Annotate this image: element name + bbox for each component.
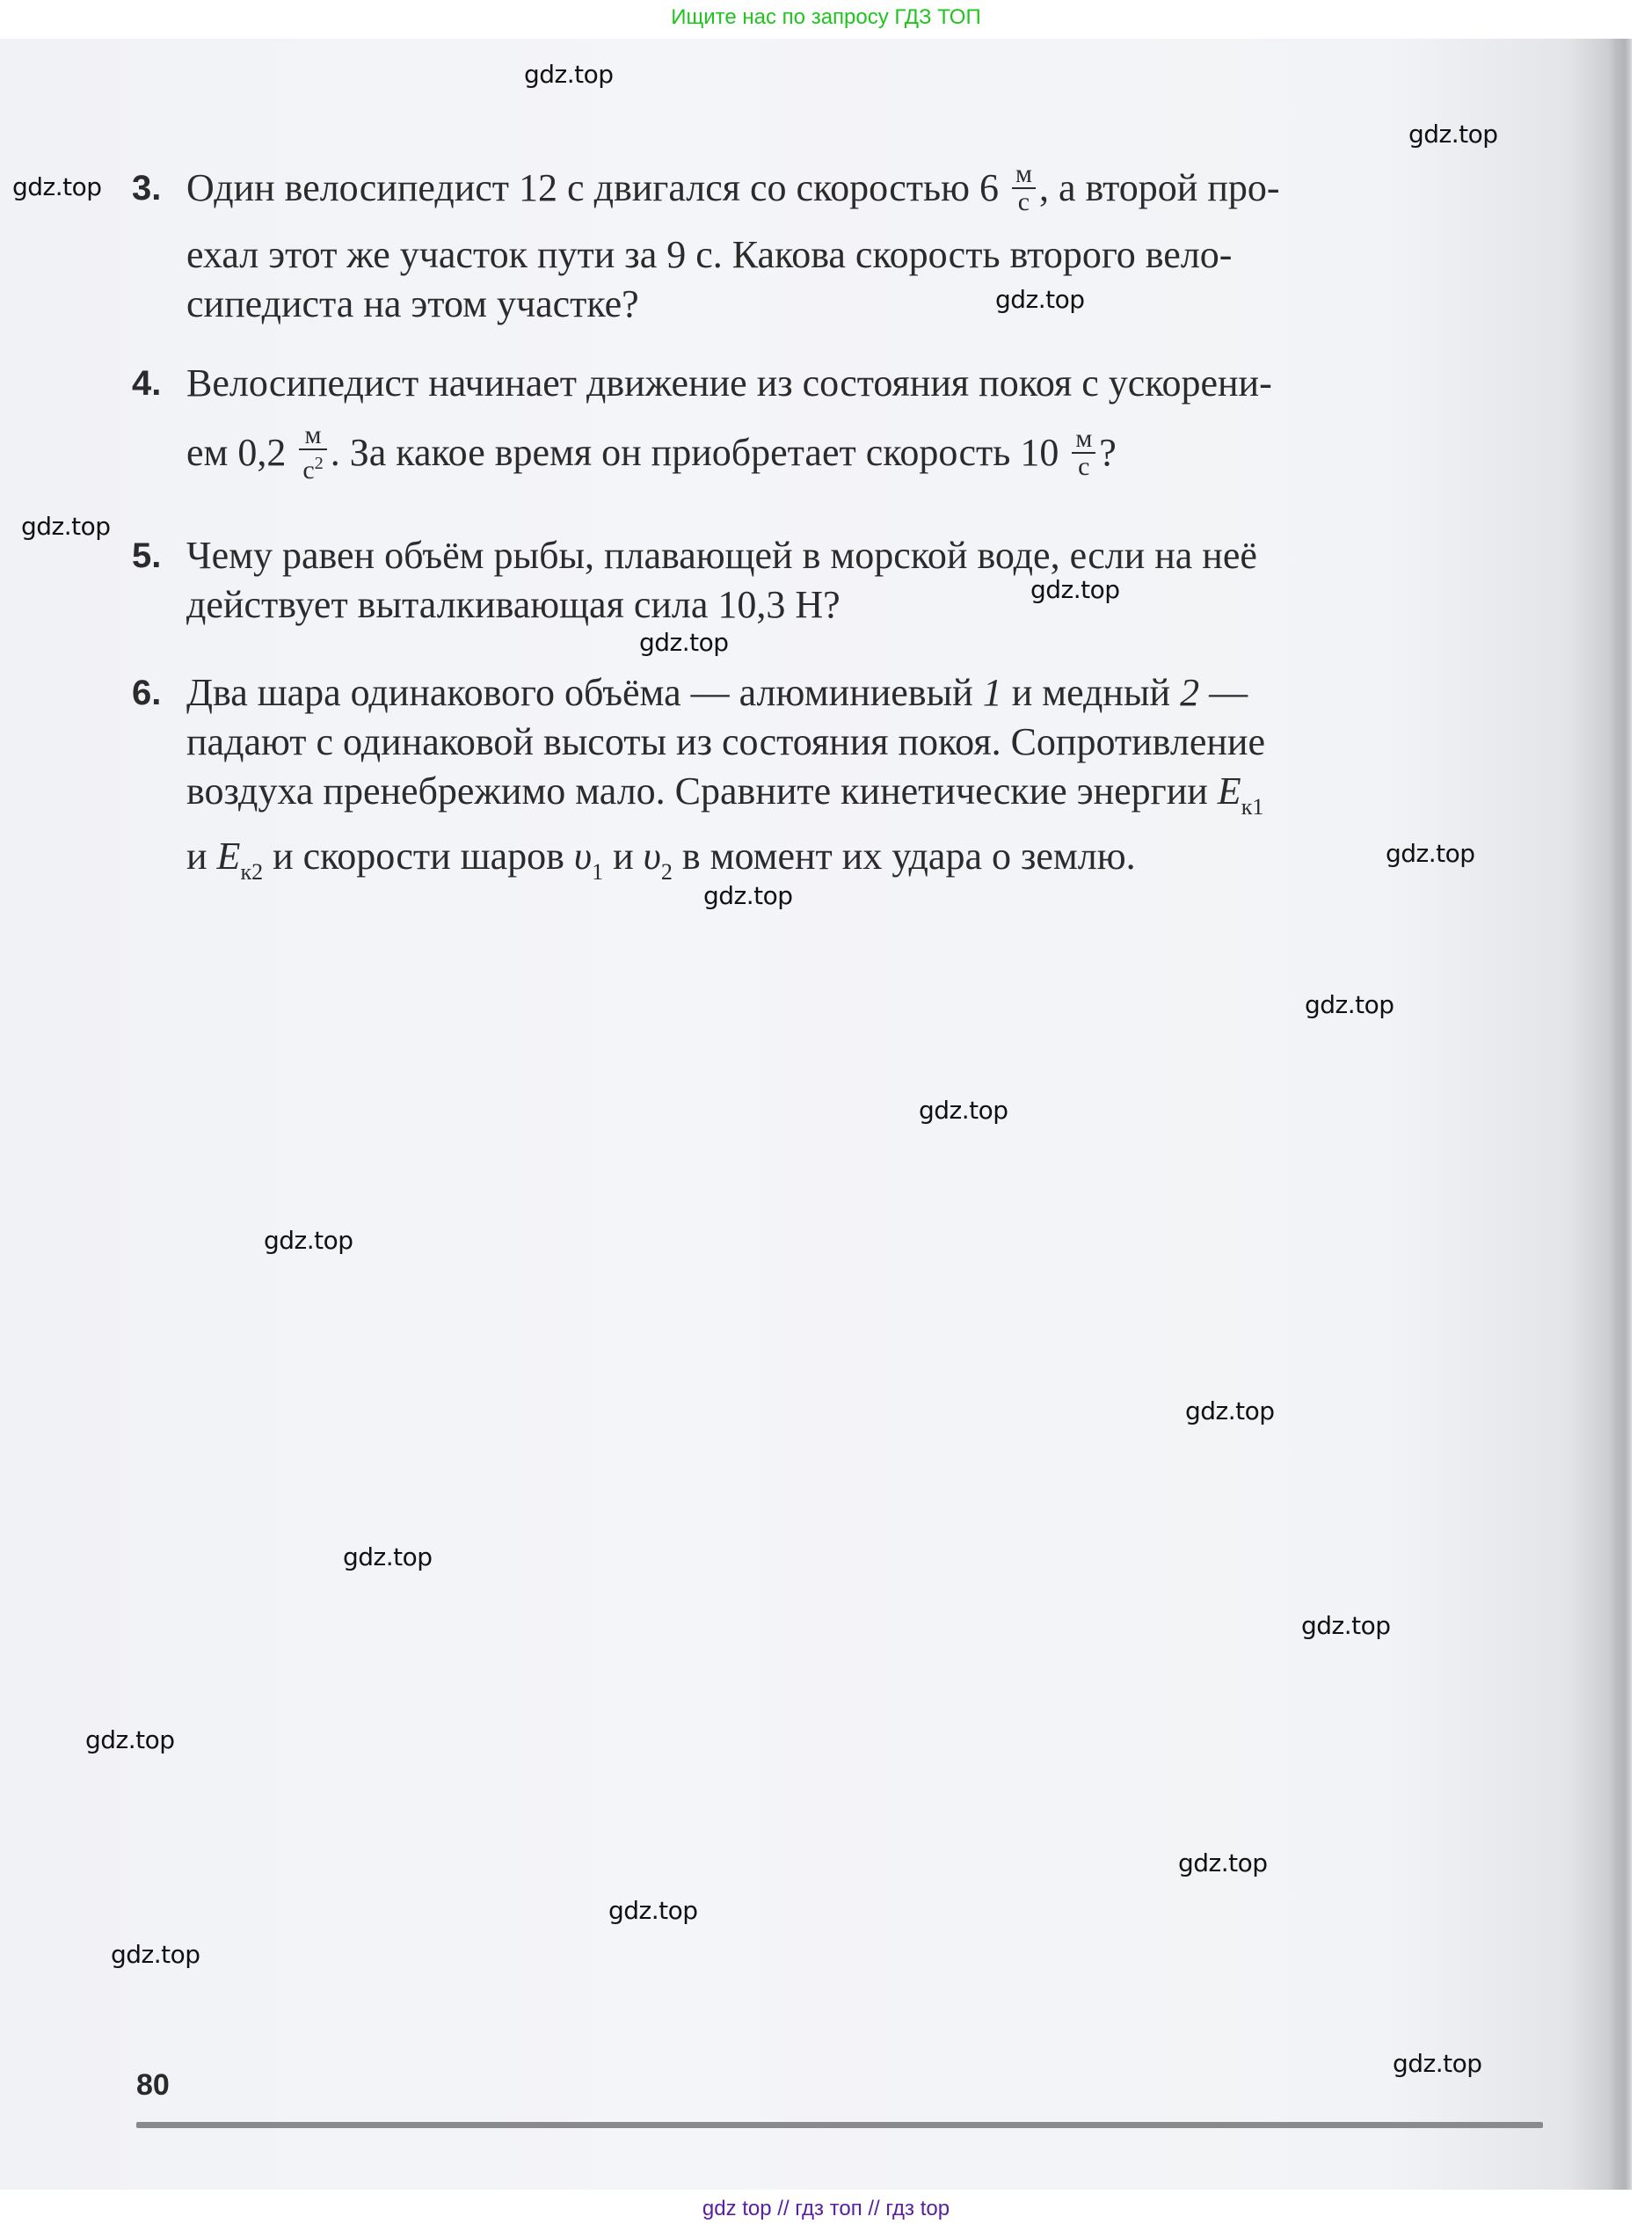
watermark: gdz.top (12, 172, 102, 201)
watermark: gdz.top (21, 512, 111, 541)
unit-fraction: $\frac{м}{с}$ (1072, 426, 1095, 480)
watermark: gdz.top (1393, 2049, 1482, 2078)
task-3 (132, 158, 1539, 329)
task-number: 4. (132, 364, 162, 403)
watermark: gdz.top (264, 1226, 353, 1255)
page-edge-shadow (1609, 39, 1632, 2190)
watermark: gdz.top (995, 285, 1085, 314)
watermark: gdz.top (1185, 1396, 1275, 1425)
task-line: Велосипедист начинает движение из состояния покоя с ускорени- (186, 361, 1272, 405)
footer-links[interactable]: gdz top // гдз топ // гдз top (0, 2190, 1652, 2231)
watermark: gdz.top (343, 1542, 433, 1571)
task-line: и $E_{к2}$ и скорости шаров $\upsilon_1$ и $\upsilon_2$ в момент их удара о землю. (186, 835, 1136, 885)
watermark: gdz.top (639, 628, 729, 657)
task-line: сипедиста на этом участке? (186, 282, 639, 325)
watermark: gdz.top (524, 60, 614, 89)
watermark: gdz.top (919, 1096, 1008, 1125)
bleed-through-text (132, 1182, 1503, 1973)
unit-fraction: $\frac{м}{с}$ (1012, 161, 1036, 215)
watermark: gdz.top (703, 881, 793, 910)
watermark: gdz.top (111, 1940, 200, 1969)
task-line: Два шара одинакового объёма — алюминиевый 1 и медный 2 — (186, 671, 1248, 714)
task-line: Чему равен объём рыбы, плавающей в морской воде, если на неё (186, 534, 1257, 577)
task-number: 3. (132, 169, 162, 208)
task-5 (132, 531, 1539, 630)
task-4 (132, 359, 1539, 487)
search-banner[interactable]: Ищите нас по запросу ГДЗ ТОП (0, 0, 1652, 37)
task-line: падают с одинаковой высоты из состояния покоя. Сопротивление (186, 720, 1265, 763)
task-number: 6. (132, 674, 162, 712)
watermark: gdz.top (1386, 839, 1475, 868)
watermark: gdz.top (85, 1725, 175, 1754)
watermark: gdz.top (1030, 575, 1120, 604)
watermark: gdz.top (1301, 1611, 1391, 1640)
task-line: воздуха пренебрежимо мало. Сравните кинетические энергии $E_{к1}$ (186, 769, 1264, 820)
task-6 (132, 668, 1539, 897)
watermark: gdz.top (1305, 990, 1394, 1019)
task-line: действует выталкивающая сила 10,3 Н? (186, 583, 841, 626)
unit-fraction: $\frac{м}{с^2}$ (299, 422, 326, 484)
watermark: gdz.top (608, 1896, 698, 1925)
watermark: gdz.top (1408, 120, 1498, 149)
page-number: 80 (136, 2068, 170, 2102)
page-bottom-rule (136, 2122, 1543, 2128)
watermark: gdz.top (1178, 1848, 1268, 1877)
task-line: Один велосипедист 12 с двигался со скоростью 6 $\frac{м}{с}$ , а второй про- (186, 158, 1280, 216)
task-line: ехал этот же участок пути за 9 с. Какова скорость второго вело- (186, 233, 1233, 276)
task-number: 5. (132, 536, 162, 575)
task-line: ем 0,2 $\frac{м}{с^2}$ . За какое время он приобретает скорость 10 $\frac{м}{с}$ ? (186, 420, 1117, 485)
